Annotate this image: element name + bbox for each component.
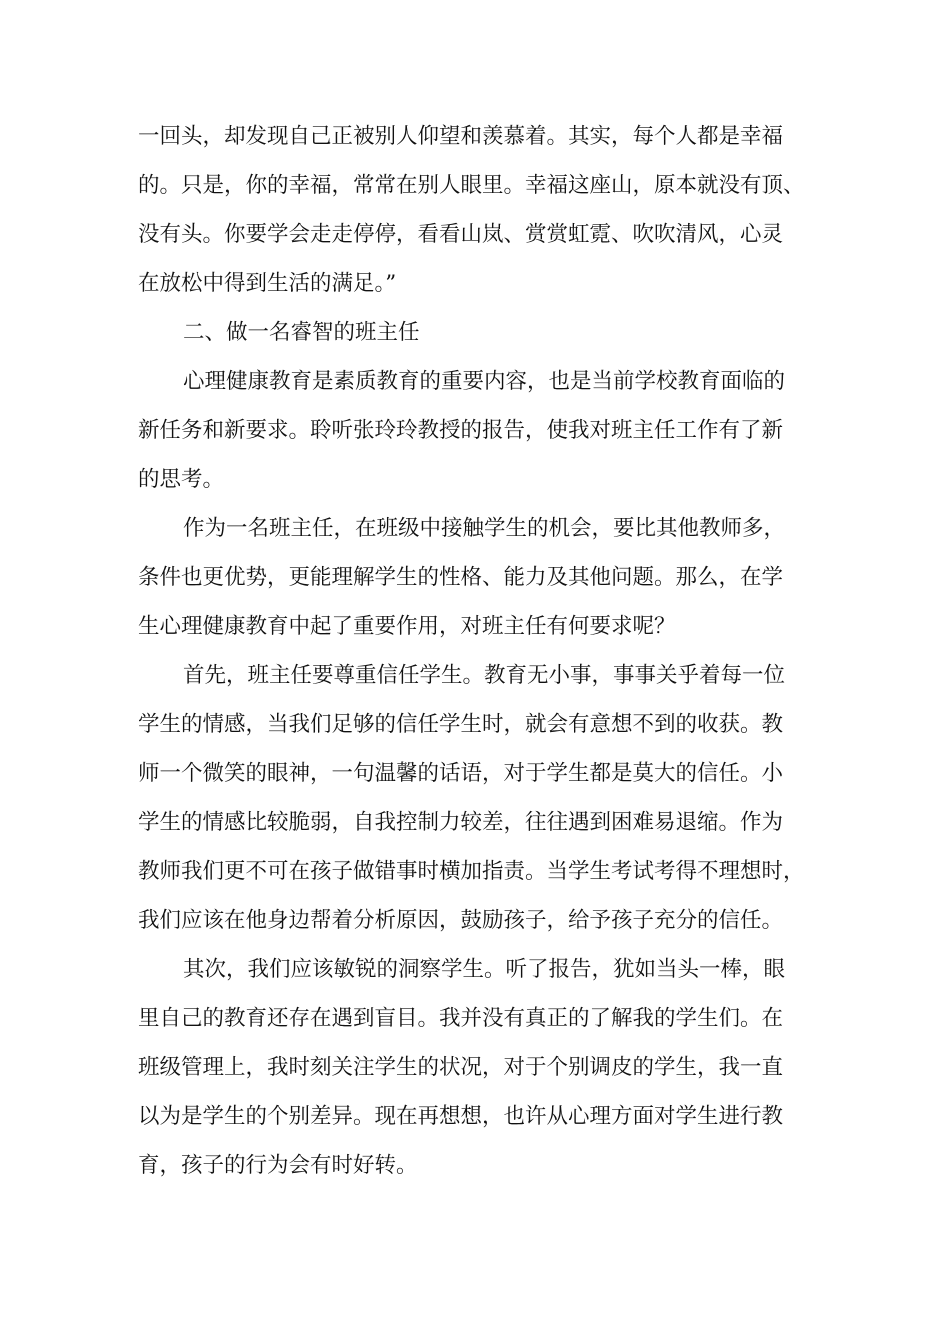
paragraph-line: 师一个微笑的眼神，一句温馨的话语，对于学生都是莫大的信任。小 [138, 761, 784, 786]
paragraph-line: 条件也更优势，更能理解学生的性格、能力及其他问题。那么，在学 [138, 565, 784, 590]
paragraph-line: 没有头。你要学会走走停停，看看山岚、赏赏虹霓、吹吹清风，心灵 [138, 222, 784, 247]
paragraph-line: 里自己的教育还存在遇到盲目。我并没有真正的了解我的学生们。在 [138, 1006, 784, 1031]
paragraph-line: 一回头，却发现自己正被别人仰望和羡慕着。其实，每个人都是幸福 [138, 124, 784, 149]
paragraph-line: 班级管理上，我时刻关注学生的状况，对于个别调皮的学生，我一直 [138, 1055, 784, 1080]
paragraph-line: 我们应该在他身边帮着分析原因，鼓励孩子，给予孩子充分的信任。 [138, 908, 784, 933]
paragraph-line: 育，孩子的行为会有时好转。 [138, 1153, 418, 1178]
paragraph-first-line: 其次，我们应该敏锐的洞察学生。听了报告，犹如当头一棒，眼 [183, 957, 786, 982]
paragraph-line: 以为是学生的个别差异。现在再想想，也许从心理方面对学生进行教 [138, 1104, 784, 1129]
paragraph-line: 的。只是，你的幸福，常常在别人眼里。幸福这座山，原本就没有顶、 [138, 173, 805, 198]
paragraph-line: 新任务和新要求。聆听张玲玲教授的报告，使我对班主任工作有了新 [138, 418, 784, 443]
paragraph-line: 学生的情感，当我们足够的信任学生时，就会有意想不到的收获。教 [138, 712, 784, 737]
document-body-text [138, 112, 828, 1190]
paragraph-line: 学生的情感比较脆弱，自我控制力较差，往往遇到困难易退缩。作为 [138, 810, 784, 835]
paragraph-first-line: 心理健康教育是素质教育的重要内容，也是当前学校教育面临的 [183, 369, 786, 394]
paragraph-first-line: 二、做一名睿智的班主任 [183, 320, 420, 345]
paragraph-line: 在放松中得到生活的满足。” [138, 271, 397, 296]
paragraph-line: 的思考。 [138, 467, 225, 492]
paragraph-first-line: 作为一名班主任，在班级中接触学生的机会，要比其他教师多， [183, 516, 786, 541]
paragraph-line: 生心理健康教育中起了重要作用，对班主任有何要求呢？ [138, 614, 676, 639]
paragraph-line: 教师我们更不可在孩子做错事时横加指责。当学生考试考得不理想时， [138, 859, 805, 884]
paragraph-first-line: 首先，班主任要尊重信任学生。教育无小事，事事关乎着每一位 [183, 663, 786, 688]
